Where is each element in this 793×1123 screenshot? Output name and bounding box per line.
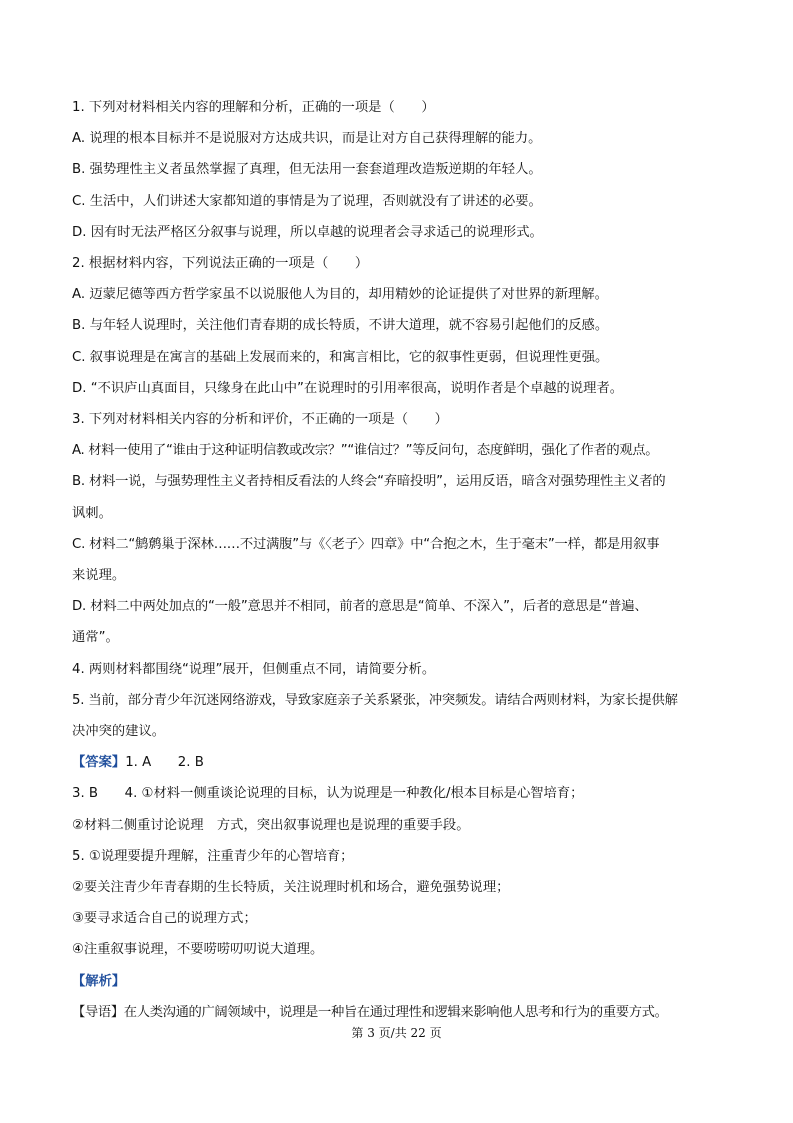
- question-3-option-a: A. 材料一使用了“谁由于这种证明信教或改宗？”“谁信过？”等反问句，态度鲜明，强化了作者的观点。: [72, 443, 659, 459]
- question-1-option-b: B. 强势理性主义者虽然掌握了真理，但无法用一套套道理改造叛逆期的年轻人。: [72, 162, 542, 178]
- page-number: 第 3 页/共 22 页: [351, 1026, 442, 1040]
- question-5-stem-cont: 决冲突的建议。: [72, 724, 166, 740]
- answer-line: ②要关注青少年青春期的生长特质，关注说理时机和场合，避免强势说理；: [72, 880, 510, 896]
- question-1-option-a: A. 说理的根本目标并不是说服对方达成共识，而是让对方自己获得理解的能力。: [72, 131, 542, 147]
- question-2-option-b: B. 与年轻人说理时，关注他们青春期的成长特质，不讲大道理，就不容易引起他们的反感。: [72, 318, 609, 334]
- question-4-stem: 4. 两则材料都围绕“说理”展开，但侧重点不同，请简要分析。: [72, 661, 436, 677]
- answer-line: 5. ①说理要提升理解，注重青少年的心智培育；: [72, 848, 354, 864]
- intro-label: 【导语】: [72, 1004, 124, 1020]
- intro-text: 在人类沟通的广阔领域中，说理是一种旨在通过理性和逻辑来影响他人思考和行为的重要方式。: [123, 1004, 668, 1020]
- answer-label: 【答案】: [72, 755, 126, 771]
- question-3-option-b-cont: 讽刺。: [72, 505, 112, 521]
- answer-line: ④注重叙事说理，不要唠唠叨叨说大道理。: [72, 942, 324, 958]
- analysis-label: 【解析】: [72, 973, 126, 989]
- question-3-option-d-cont: 通常”。: [72, 630, 119, 646]
- analysis-heading: [72, 966, 727, 997]
- question-3-option-c: C. 材料二“鹪鹩巢于深林……不过满腹”与《〈老子〉四章》中“合抱之木，生于毫末”一样，都是用叙事: [72, 536, 660, 552]
- question-3-option-c-cont: 来说理。: [72, 568, 126, 584]
- question-5-stem: 5. 当前，部分青少年沉迷网络游戏，导致家庭亲子关系紧张，冲突频发。请结合两则材料，为家长提供解: [72, 692, 678, 708]
- question-3-option-b: B. 材料一说，与强势理性主义者持相反看法的人终会“弃暗投明”，运用反语，暗含对强势理性主义者的: [72, 474, 666, 490]
- question-2-option-a: A. 迈蒙尼德等西方哲学家虽不以说服他人为目的，却用精妙的论证提供了对世界的新理解。: [72, 287, 608, 303]
- question-1-option-c: C. 生活中，人们讲述大家都知道的事情是为了说理，否则就没有了讲述的必要。: [72, 193, 542, 209]
- question-2-stem: 2. 根据材料内容，下列说法正确的一项是（ ）: [72, 256, 369, 272]
- question-1-option-d: D. 因有时无法严格区分叙事与说理，所以卓越的说理者会寻求适己的说理形式。: [72, 224, 543, 240]
- question-2-option-c: C. 叙事说理是在寓言的基础上发展而来的，和寓言相比，它的叙事性更弱，但说理性更强。: [72, 349, 609, 365]
- question-1-stem: 1. 下列对材料相关内容的理解和分析，正确的一项是（ ）: [72, 100, 435, 115]
- question-3-stem: 3. 下列对材料相关内容的分析和评价，不正确的一项是（ ）: [72, 412, 448, 428]
- question-3-option-d: D. 材料二中两处加点的“一般”意思并不相同，前者的意思是“简单、不深入”，后者的意思是“普遍、: [72, 599, 648, 615]
- answer-line: ③要寻求适合自己的说理方式；: [72, 911, 257, 927]
- question-content: [72, 92, 727, 1028]
- answer-line: 3. B 4. ①材料一侧重谈论说理的目标，认为说理是一种教化/根本目标是心智培育；: [72, 786, 584, 802]
- question-2-option-d: D. “不识庐山真面目，只缘身在此山中”在说理时的引用率很高，说明作者是个卓越的说理者。: [72, 380, 624, 396]
- answer-line: ②材料二侧重讨论说理 方式，突出叙事说理也是说理的重要手段。: [72, 817, 470, 833]
- answer-first: 1. A 2. B: [125, 755, 204, 771]
- answer-heading: [72, 747, 727, 778]
